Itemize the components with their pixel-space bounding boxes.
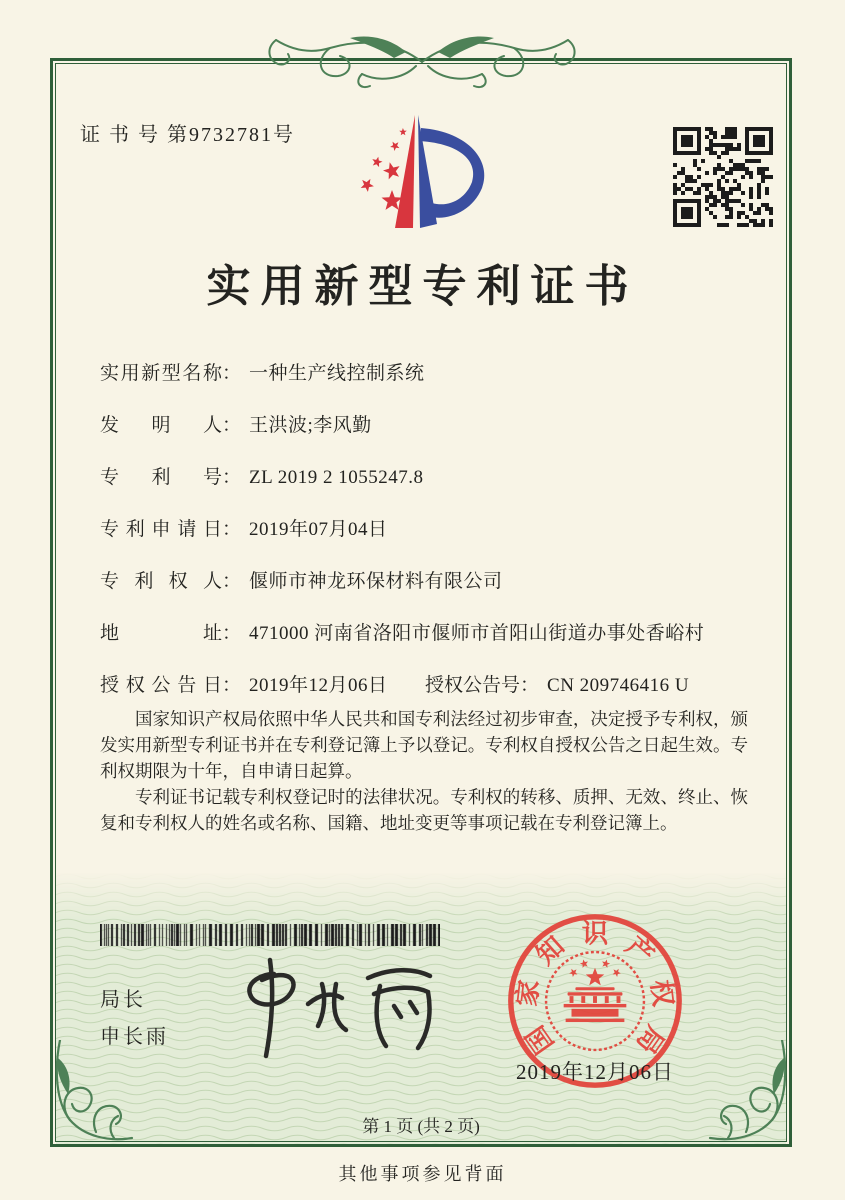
colon: ：: [222, 519, 242, 540]
field-value: 2019年07月04日: [249, 519, 388, 540]
field-patent-number: [100, 462, 760, 514]
field-address: [100, 618, 760, 670]
back-side-note: 其他事项参见背面: [338, 1164, 507, 1184]
field-value: 偃师市神龙环保材料有限公司: [249, 571, 503, 592]
certificate-number: 证 书 号 第9732781号: [80, 124, 295, 146]
svg-text:局: 局: [630, 1020, 671, 1060]
commissioner-title: 局长: [100, 989, 146, 1011]
field-value: 王洪波;李风勤: [249, 415, 372, 436]
field-filing-date: [100, 514, 760, 566]
cnipa-patent-logo-icon: [340, 110, 500, 232]
svg-text:产: 产: [620, 930, 660, 971]
field-value: CN 209746416 U: [547, 675, 690, 696]
field-patentee: [100, 566, 760, 618]
field-utility-model-name: [100, 358, 760, 410]
colon: ：: [222, 363, 242, 384]
colon: ：: [222, 623, 242, 644]
field-grant-number: [425, 670, 689, 697]
certificate-fields: [100, 358, 760, 722]
colon: ：: [222, 467, 242, 488]
field-value: 2019年12月06日: [249, 675, 388, 696]
field-value: 471000 河南省洛阳市偃师市首阳山街道办事处香峪村: [249, 623, 705, 644]
commissioner-block: [100, 982, 169, 1056]
page-number: 第 1 页 (共 2 页): [362, 1117, 480, 1136]
legal-text: [100, 706, 748, 836]
colon: ：: [222, 675, 242, 696]
colon: ：: [222, 415, 242, 436]
national-emblem-icon: [546, 952, 644, 1050]
commissioner-signature: [228, 950, 438, 1068]
commissioner-name: 申长雨: [100, 1026, 169, 1048]
legal-paragraph-2: 专利证书记载专利权登记时的法律状况。专利权的转移、质押、无效、终止、恢复和专利权人的姓名或名称、国籍、地址变更等事项记载在专利登记簿上。: [100, 787, 748, 833]
certificate-title: 实用新型专利证书: [206, 262, 639, 311]
legal-paragraph-1: 国家知识产权局依照中华人民共和国专利法经过初步审查，决定授予专利权，颁发实用新型专利证书并在专利登记簿上予以登记。专利权自授权公告之日起生效。专利权期限为十年，自申请日起算。: [100, 709, 748, 781]
svg-text:识: 识: [581, 918, 609, 949]
colon: ：: [222, 571, 242, 592]
field-label: 授权公告日: [100, 675, 222, 696]
field-inventor: [100, 410, 760, 462]
colon: ：: [520, 675, 540, 696]
svg-text:权: 权: [645, 978, 679, 1008]
svg-text:家: 家: [511, 978, 545, 1008]
logo-stars: [361, 128, 407, 210]
svg-text:国: 国: [519, 1020, 560, 1060]
field-label: 地址: [100, 623, 222, 644]
field-value: ZL 2019 2 1055247.8: [249, 467, 424, 488]
field-label: 专利权人: [100, 571, 222, 592]
field-value: 一种生产线控制系统: [249, 363, 425, 384]
field-label: 授权公告号: [425, 675, 521, 696]
top-flourish-ornament: [222, 26, 622, 94]
barcode: [100, 924, 440, 946]
field-label: 专利号: [100, 467, 222, 488]
field-label: 发明人: [100, 415, 222, 436]
field-label: 专利申请日: [100, 519, 222, 540]
field-label: 实用新型名称: [100, 363, 222, 384]
qr-code: [673, 127, 773, 227]
svg-text:知: 知: [530, 930, 570, 971]
seal-date: 2019年12月06日: [516, 1060, 674, 1084]
